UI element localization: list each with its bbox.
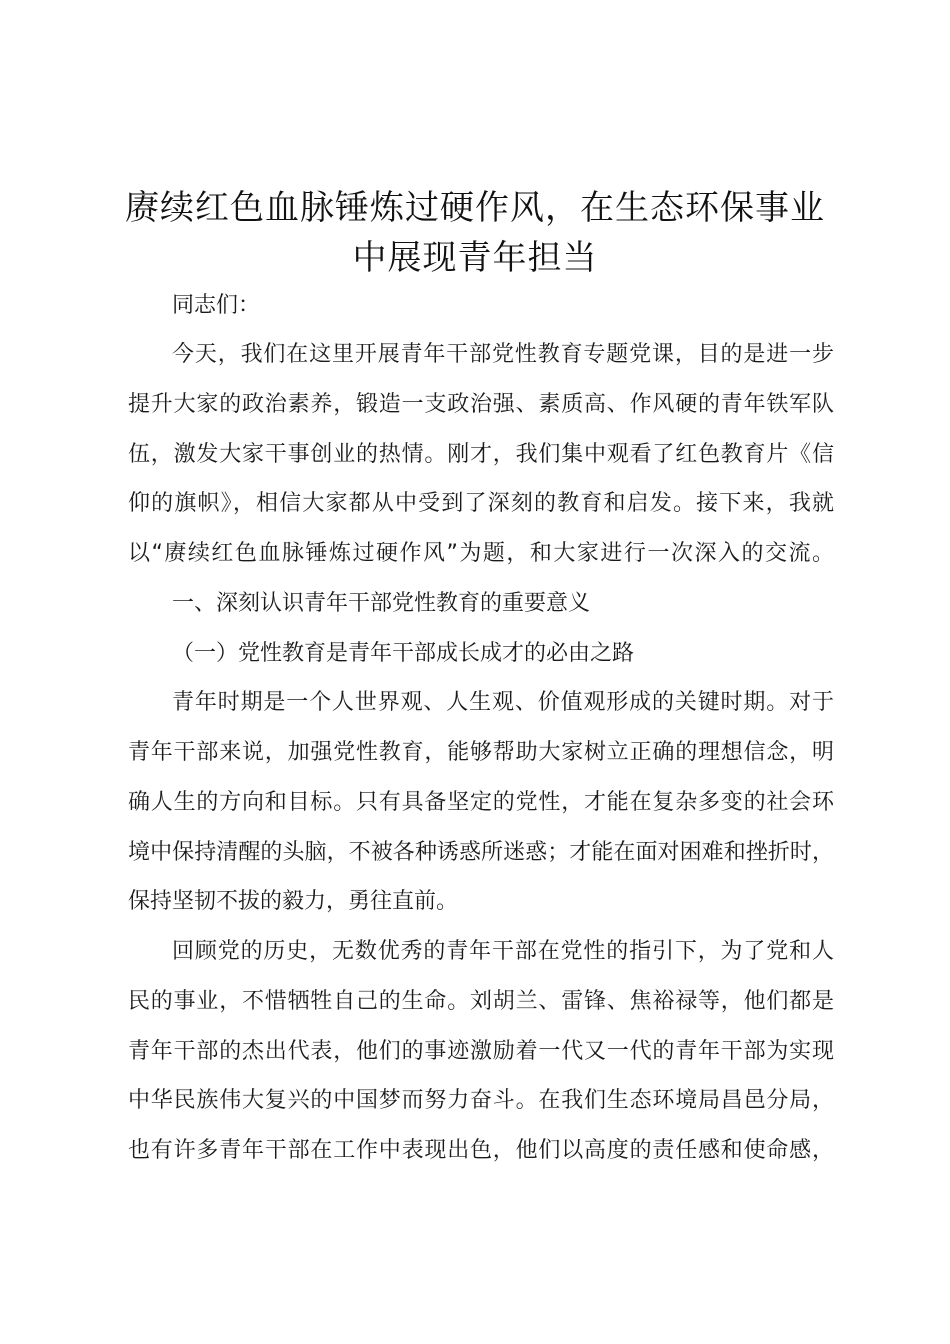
paragraph-line: 也有许多青年干部在工作中表现出色，他们以高度的责任感和使命感， (128, 1138, 834, 1163)
intro-line: 今天，我们在这里开展青年干部党性教育专题党课，目的是进一步 (172, 342, 834, 367)
paragraph-line: 青年干部的杰出代表，他们的事迹激励着一代又一代的青年干部为实现 (128, 1039, 834, 1064)
paragraph-line: 保持坚韧不拔的毅力，勇往直前。 (128, 889, 459, 914)
intro-line: 伍，激发大家干事创业的热情。刚才，我们集中观看了红色教育片《信 (128, 442, 834, 467)
paragraph-line: 青年干部来说，加强党性教育，能够帮助大家树立正确的理想信念，明 (128, 740, 834, 765)
intro-line: 仰的旗帜》，相信大家都从中受到了深刻的教育和启发。接下来，我就 (128, 491, 834, 516)
intro-line: 提升大家的政治素养，锻造一支政治强、素质高、作风硬的青年铁军队 (128, 392, 834, 417)
salutation: 同志们： (172, 293, 261, 318)
paragraph-line: 境中保持清醒的头脑，不被各种诱惑所迷惑；才能在面对困难和挫折时， (128, 840, 834, 865)
paragraph-line: 确人生的方向和目标。只有具备坚定的党性，才能在复杂多变的社会环 (128, 790, 834, 815)
intro-line: 以“赓续红色血脉锤炼过硬作风”为题，和大家进行一次深入的交流。 (128, 541, 834, 566)
document-title-line-2: 中展现青年担当 (352, 238, 598, 278)
paragraph-line: 回顾党的历史，无数优秀的青年干部在党性的指引下，为了党和人 (172, 939, 834, 964)
paragraph-line: 青年时期是一个人世界观、人生观、价值观形成的关键时期。对于 (172, 690, 834, 715)
subsection-heading: （一）党性教育是青年干部成长成才的必由之路 (172, 641, 635, 666)
document-title-line-1: 赓续红色血脉锤炼过硬作风，在生态环保事业 (125, 188, 825, 228)
section-heading: 一、深刻认识青年干部党性教育的重要意义 (172, 591, 591, 616)
paragraph-line: 中华民族伟大复兴的中国梦而努力奋斗。在我们生态环境局昌邑分局， (128, 1088, 834, 1113)
paragraph-line: 民的事业，不惜牺牲自己的生命。刘胡兰、雷锋、焦裕禄等，他们都是 (128, 989, 834, 1014)
